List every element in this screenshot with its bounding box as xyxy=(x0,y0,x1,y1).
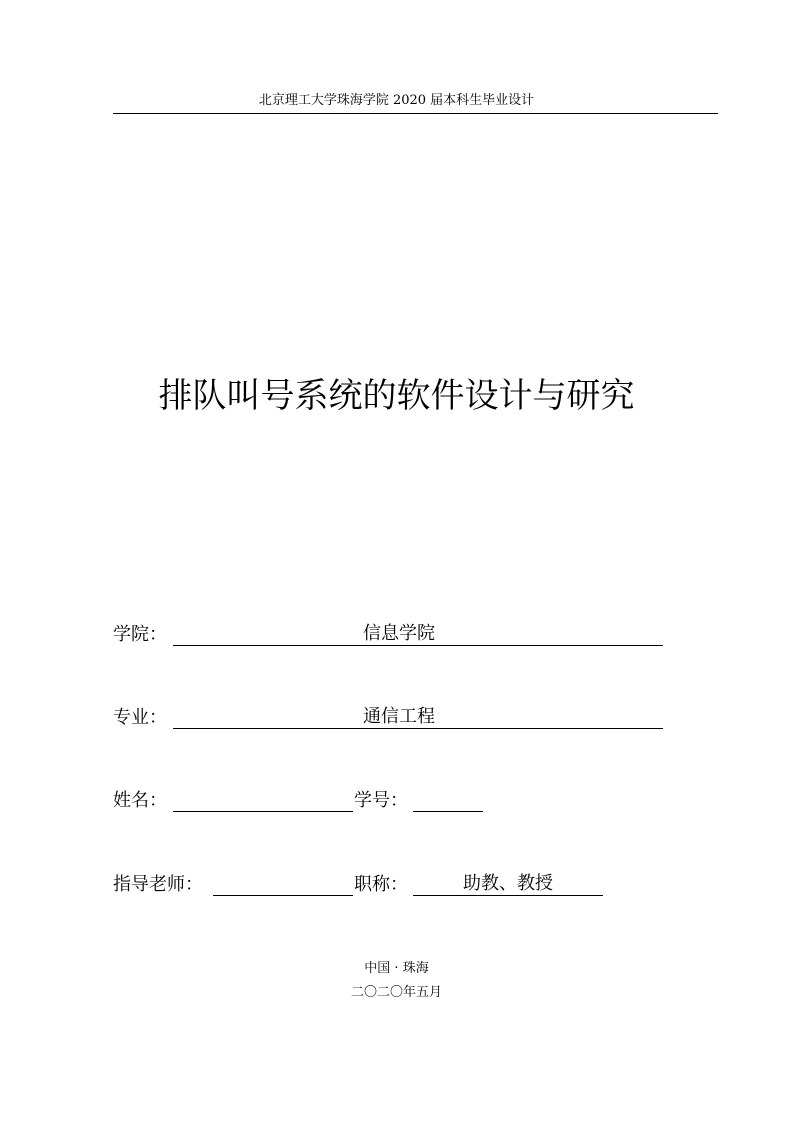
college-value: 信息学院 xyxy=(363,623,435,644)
advisor-label: 指导老师： xyxy=(113,874,203,895)
name-label: 姓名： xyxy=(113,790,167,811)
name-field xyxy=(173,788,353,812)
student-id-label: 学号： xyxy=(354,790,408,811)
academic-title-value: 助教、教授 xyxy=(463,873,553,894)
college-label: 学院： xyxy=(113,624,167,645)
student-id-field xyxy=(413,788,483,812)
major-field xyxy=(173,705,663,729)
major-value: 通信工程 xyxy=(363,706,435,727)
header-rule xyxy=(113,113,718,114)
academic-title-label: 职称： xyxy=(354,874,408,895)
major-label: 专业： xyxy=(113,707,167,728)
running-header: 北京理工大学珠海学院 2020 届本科生毕业设计 xyxy=(258,93,535,108)
college-field xyxy=(173,622,663,646)
advisor-field xyxy=(213,872,353,896)
academic-title-field xyxy=(413,872,603,896)
footer-date: 二〇二〇年五月 xyxy=(350,985,442,1000)
footer-place: 中国 · 珠海 xyxy=(364,961,429,976)
thesis-title: 排队叫号系统的软件设计与研究 xyxy=(158,376,635,416)
